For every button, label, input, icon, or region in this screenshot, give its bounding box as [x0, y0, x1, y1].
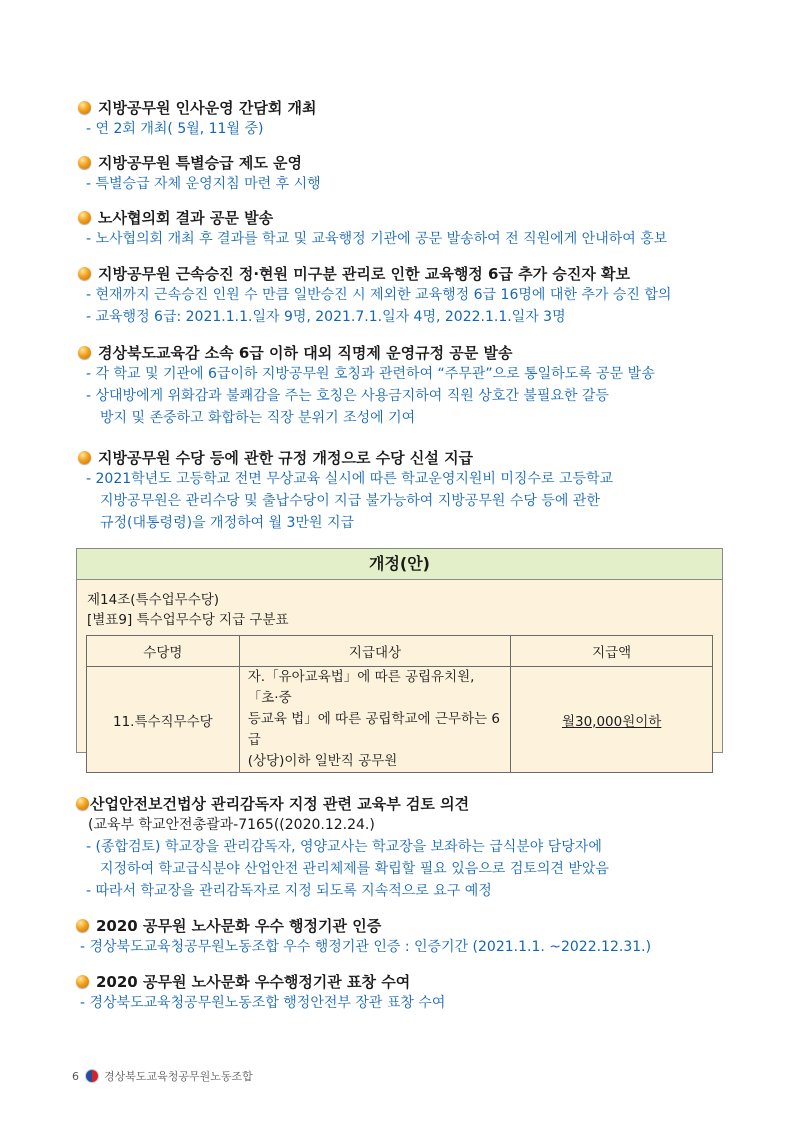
section-item: - 노사협의회 개최 후 결과를 학교 및 교육행정 기관에 공문 발송하여 전 직원에게 안내하여 홍보 [86, 231, 668, 247]
section-heading: 노사협의회 결과 공문 발송 [98, 208, 274, 227]
section-sub: (교육부 학교안전총괄과-7165((2020.12.24.) [88, 817, 375, 833]
section-heading: 경상북도교육감 소속 6급 이하 대외 직명제 운영규정 공문 발송 [98, 343, 513, 362]
allowance-table [86, 635, 713, 773]
table-header: 지급액 [511, 636, 713, 667]
union-logo-icon [85, 1069, 99, 1083]
section-heading: 지방공무원 수당 등에 관한 규정 개정으로 수당 신설 지급 [98, 448, 474, 467]
bullet-icon [78, 451, 91, 464]
amendment-table-ref: [별표9] 특수업무수당 지급 구분표 [87, 612, 289, 628]
section-job-title [78, 341, 758, 429]
section-item: - 경상북도교육청공무원노동조합 행정안전부 장관 표창 수여 [80, 995, 446, 1011]
page-number: 6 [72, 1069, 79, 1083]
section-item: 방지 및 존중하고 화합하는 직장 분위기 조성에 기여 [100, 410, 416, 426]
bullet-icon [78, 101, 91, 114]
allowance-amount: 월30,000원이하 [511, 667, 713, 773]
section-meeting [78, 96, 758, 140]
section-safety-supervisor [76, 792, 756, 902]
target-line: 자.「유아교육법」에 따른 공립유치원, 「초·중 [247, 669, 475, 706]
section-award [76, 970, 756, 1014]
allowance-target [239, 667, 511, 773]
target-line: 등교육 법」에 따른 공립학교에 근무하는 6급 [247, 711, 500, 748]
table-header-row [87, 636, 713, 667]
section-heading: 2020 공무원 노사문화 우수 행정기관 인증 [96, 916, 382, 935]
section-allowance [78, 446, 758, 534]
bullet-icon [78, 267, 91, 280]
section-seniority-promotion [78, 262, 758, 328]
amendment-title: 개정(안) [77, 549, 722, 580]
section-item: - 따라서 학교장을 관리감독자로 지정 되도록 지속적으로 요구 예정 [86, 883, 492, 899]
section-heading: 산업안전보건법상 관리감독자 지정 관련 교육부 검토 의견 [90, 794, 470, 813]
page-footer [72, 1068, 253, 1084]
section-item: - 현재까지 근속승진 인원 수 만큼 일반승진 시 제외한 교육행정 6급 16명에 대한 추가 승진 합의 [86, 287, 672, 303]
section-special-promotion [78, 151, 758, 195]
bullet-icon [78, 346, 91, 359]
section-item: - 특별승급 자체 운영지침 마련 후 시행 [86, 176, 321, 192]
section-heading: 지방공무원 인사운영 간담회 개최 [98, 98, 317, 117]
section-item: - 교육행정 6급: 2021.1.1.일자 9명, 2021.7.1.일자 4명, 2022.1.1.일자 3명 [86, 309, 566, 325]
target-line: (상당)이하 일반직 공무원 [247, 753, 398, 769]
section-item: - 각 학교 및 기관에 6급이하 지방공무원 호칭과 관련하여 “주무관”으로 통일하도록 공문 발송 [86, 366, 655, 382]
allowance-name: 11.특수직무수당 [87, 667, 240, 773]
table-row [87, 667, 713, 773]
section-item: - 경상북도교육청공무원노동조합 우수 행정기관 인증 : 인증기간 (2021.1.1. ~2022.12.31.) [80, 939, 652, 955]
section-heading: 2020 공무원 노사문화 우수행정기관 표창 수여 [96, 972, 411, 991]
bullet-icon [76, 975, 89, 988]
section-labor-council [78, 206, 758, 250]
table-header: 수당명 [87, 636, 240, 667]
table-header: 지급대상 [239, 636, 511, 667]
bullet-icon [78, 211, 91, 224]
section-item: 지방공무원은 관리수당 및 출납수당이 지급 불가능하여 지방공무원 수당 등에 관한 [100, 493, 600, 509]
amendment-article: 제14조(특수업무수당) [87, 592, 220, 608]
footer-org: 경상북도교육청공무원노동조합 [104, 1070, 253, 1083]
section-item: 지정하여 학교급식분야 산업안전 관리체제를 확립할 필요 있음으로 검토의견 받았음 [100, 861, 609, 877]
section-item: - 상대방에게 위화감과 불쾌감을 주는 호칭은 사용금지하여 직원 상호간 불필요한 갈등 [86, 388, 609, 404]
bullet-icon [78, 156, 91, 169]
bullet-icon [76, 797, 89, 810]
section-heading: 지방공무원 특별승급 제도 운영 [98, 153, 303, 172]
section-heading: 지방공무원 근속승진 정·현원 미구분 관리로 인한 교육행정 6급 추가 승진자 확보 [98, 264, 631, 283]
section-item: - (종합검토) 학교장을 관리감독자, 영양교사는 학교장을 보좌하는 급식분야 담당자에 [86, 839, 602, 855]
section-item: 규정(대통령령)을 개정하여 월 3만원 지급 [100, 515, 355, 531]
bullet-icon [76, 919, 89, 932]
section-item: - 2021학년도 고등학교 전면 무상교육 실시에 따른 학교운영지원비 미징수로 고등학교 [86, 471, 614, 487]
section-item: - 연 2회 개최( 5월, 11월 중) [86, 121, 264, 137]
amendment-box [76, 548, 723, 769]
section-certification [76, 914, 756, 958]
